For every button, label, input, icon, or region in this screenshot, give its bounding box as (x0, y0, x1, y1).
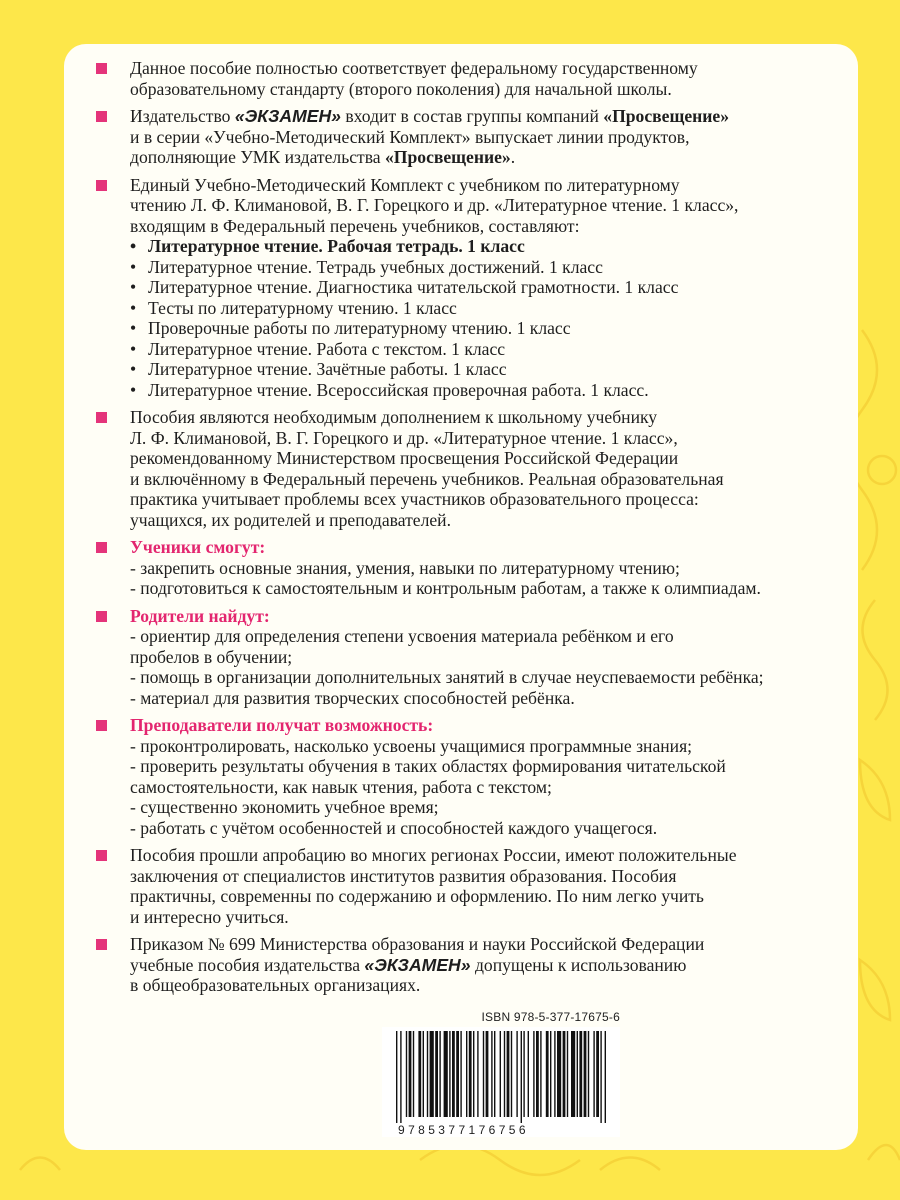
bullet-marker (96, 111, 107, 122)
text-line: - помощь в организации дополнительных занятий в случае неуспеваемости ребёнка; (130, 667, 764, 687)
barcode-bar (466, 1031, 467, 1117)
barcode-bar (483, 1031, 484, 1117)
barcode-bar (507, 1031, 510, 1117)
text-line: входящим в Федеральный перечень учебников, составляют: (130, 215, 580, 236)
barcode-bar (409, 1031, 412, 1117)
barcode-bar (516, 1031, 517, 1117)
bullet-supplement (96, 407, 836, 530)
umk-list-item: • Литературное чтение. Всероссийская проверочная работа. 1 класс. (130, 379, 649, 400)
section-heading: Родители найдут: (130, 605, 270, 626)
bullet-marker (96, 720, 107, 731)
text-line: пробелов в обучении; (130, 646, 293, 667)
text-line: - проверить результаты обучения в таких областях формирования читательской (130, 756, 726, 776)
umk-list-item: • Литературное чтение. Тетрадь учебных достижений. 1 класс (130, 256, 603, 277)
barcode-bar (435, 1031, 438, 1117)
isbn-label: ISBN 978-5-377-17675-6 (481, 1010, 620, 1024)
barcode-bar (423, 1031, 424, 1117)
page-content (96, 58, 836, 1003)
text-line: - работать с учётом особенностей и способностей каждого учащегося. (130, 817, 658, 838)
bullet-parents (96, 606, 836, 709)
bullet-marker (96, 63, 107, 74)
text-line: - закрепить основные знания, умения, навыки по литературному чтению; (130, 557, 680, 578)
barcode-bar (444, 1031, 448, 1117)
barcode-bar (596, 1031, 599, 1117)
text-line: - материал для развития творческих способностей ребёнка. (130, 687, 575, 708)
umk-list-item: • Литературное чтение. Рабочая тетрадь. 1 класс (130, 236, 525, 256)
text-line: Издательство «ЭКЗАМЕН» входит в состав группы компаний «Просвещение» (130, 106, 730, 126)
barcode-bar (567, 1031, 568, 1117)
barcode-bar (491, 1031, 492, 1117)
barcode-bar (413, 1031, 414, 1117)
barcode-bar (536, 1031, 539, 1117)
barcode-bar (593, 1031, 594, 1117)
bullet-marker (96, 180, 107, 191)
barcode-bar (540, 1031, 541, 1117)
text-line: образовательному стандарту (второго поколения) для начальной школы. (130, 78, 672, 99)
text-line: дополняющие УМК издательства «Просвещение». (130, 147, 516, 167)
barcode-bar (500, 1031, 501, 1117)
bullet-marker (96, 850, 107, 861)
bullet-marker (96, 939, 107, 950)
text-line: практика учитывает проблемы всех участников образовательного процесса: (130, 489, 699, 509)
barcode-bar (400, 1031, 401, 1123)
text-line: рекомендованному Министерством просвещения Российской Федерации (130, 448, 679, 468)
text-line: - ориентир для определения степени усвоения материала ребёнком и его (130, 626, 674, 646)
text-line: - существенно экономить учебное время; (130, 797, 439, 817)
umk-list-item: • Литературное чтение. Зачётные работы. 1 класс (130, 359, 507, 379)
text-line: Данное пособие полностью соответствует федеральному государственному (130, 58, 698, 78)
section-heading: Ученики смогут: (130, 537, 266, 557)
text-line: самостоятельности, как навык чтения, работа с текстом; (130, 776, 552, 797)
barcode-bar (588, 1031, 589, 1117)
bullet-marker (96, 412, 107, 423)
barcode-bar (605, 1031, 606, 1123)
barcode-bar (449, 1031, 450, 1117)
barcode-bar (427, 1031, 428, 1117)
barcode-bars (382, 1027, 620, 1123)
umk-list-item: • Проверочные работы по литературному чтению. 1 класс (130, 318, 571, 338)
bullet-teachers (96, 715, 836, 838)
barcode-bar (554, 1031, 555, 1117)
barcode-bar (430, 1031, 434, 1117)
text-line: - проконтролировать, насколько усвоены учащимися программные знания; (130, 735, 693, 756)
umk-list-item: • Тесты по литературному чтению. 1 класс (130, 297, 457, 318)
barcode-bar (521, 1031, 522, 1123)
isbn-block (382, 1010, 620, 1137)
umk-list-item: • Литературное чтение. Работа с текстом. 1 класс (130, 338, 506, 359)
bullet-publisher (96, 106, 836, 168)
text-line: и включённому в Федеральный перечень учебников. Реальная образовательная (130, 468, 724, 489)
barcode-digits: 9785377176756 (398, 1123, 529, 1137)
barcode-bar (528, 1031, 529, 1117)
text-line: Пособия являются необходимым дополнением к школьному учебнику (130, 407, 658, 427)
text-line: практичны, современны по содержанию и оформлению. По ним легко учить (130, 886, 704, 906)
barcode-bar (571, 1031, 575, 1117)
text-line: учебные пособия издательства «ЭКЗАМЕН» допущены к использованию (130, 954, 687, 975)
barcode-bar (406, 1031, 407, 1117)
barcode-bar (533, 1031, 534, 1117)
barcode-bar (469, 1031, 472, 1117)
bullet-fgos (96, 58, 836, 99)
bullet-students (96, 537, 836, 599)
section-heading: Преподаватели получат возможность: (130, 715, 434, 735)
barcode-bar (546, 1031, 549, 1117)
barcode-bar (600, 1031, 601, 1123)
barcode-bar (396, 1031, 397, 1123)
text-line: Пособия прошли апробацию во многих регионах России, имеют положительные (130, 845, 737, 865)
text-line: Единый Учебно-Методический Комплект с учебником по литературному (130, 174, 680, 195)
umk-list-item: • Литературное чтение. Диагностика читательской грамотности. 1 класс (130, 277, 679, 297)
publisher-brand: «ЭКЗАМЕН» (364, 954, 471, 975)
text-line: чтению Л. Ф. Климановой, В. Г. Горецкого и др. «Литературное чтение. 1 класс», (130, 195, 739, 215)
barcode (382, 1027, 620, 1137)
barcode-bar (523, 1031, 524, 1117)
barcode-bar (452, 1031, 455, 1117)
prosveshchenie-name: «Просвещение» (385, 147, 511, 167)
text-line: Приказом № 699 Министерства образования и науки Российской Федерации (130, 934, 705, 954)
text-line: - подготовиться к самостоятельным и контрольным работам, а также к олимпиадам. (130, 578, 761, 598)
barcode-bar (563, 1031, 566, 1117)
bullet-order (96, 934, 836, 996)
barcode-bar (494, 1031, 495, 1117)
barcode-bar (511, 1031, 512, 1117)
barcode-bar (439, 1031, 440, 1117)
text-line: в общеобразовательных организациях. (130, 975, 421, 995)
text-line: и в серии «Учебно-Методический Комплект» выпускает линии продуктов, (130, 126, 690, 147)
barcode-bar (473, 1031, 474, 1117)
barcode-bar (477, 1031, 478, 1117)
prosveshchenie-name: «Просвещение» (603, 106, 730, 126)
text-line: и интересно учиться. (130, 906, 289, 927)
text-line: заключения от специалистов институтов развития образования. Пособия (130, 865, 677, 886)
barcode-bar (418, 1031, 421, 1117)
bullet-approbation (96, 845, 836, 927)
barcode-bar (584, 1031, 587, 1117)
barcode-bar (460, 1031, 461, 1117)
barcode-bar (550, 1031, 551, 1117)
barcode-bar (456, 1031, 459, 1117)
bullet-umk-list (96, 175, 836, 401)
barcode-bar (579, 1031, 582, 1117)
barcode-bar (504, 1031, 505, 1117)
text-line: Л. Ф. Климановой, В. Г. Горецкого и др. «Литературное чтение. 1 класс», (130, 427, 678, 448)
barcode-bar (577, 1031, 578, 1117)
barcode-bar (486, 1031, 489, 1117)
barcode-bar (557, 1031, 561, 1117)
publisher-brand: «ЭКЗАМЕН» (234, 106, 341, 126)
text-line: учащихся, их родителей и преподавателей. (130, 509, 451, 530)
bullet-marker (96, 611, 107, 622)
bullet-marker (96, 542, 107, 553)
